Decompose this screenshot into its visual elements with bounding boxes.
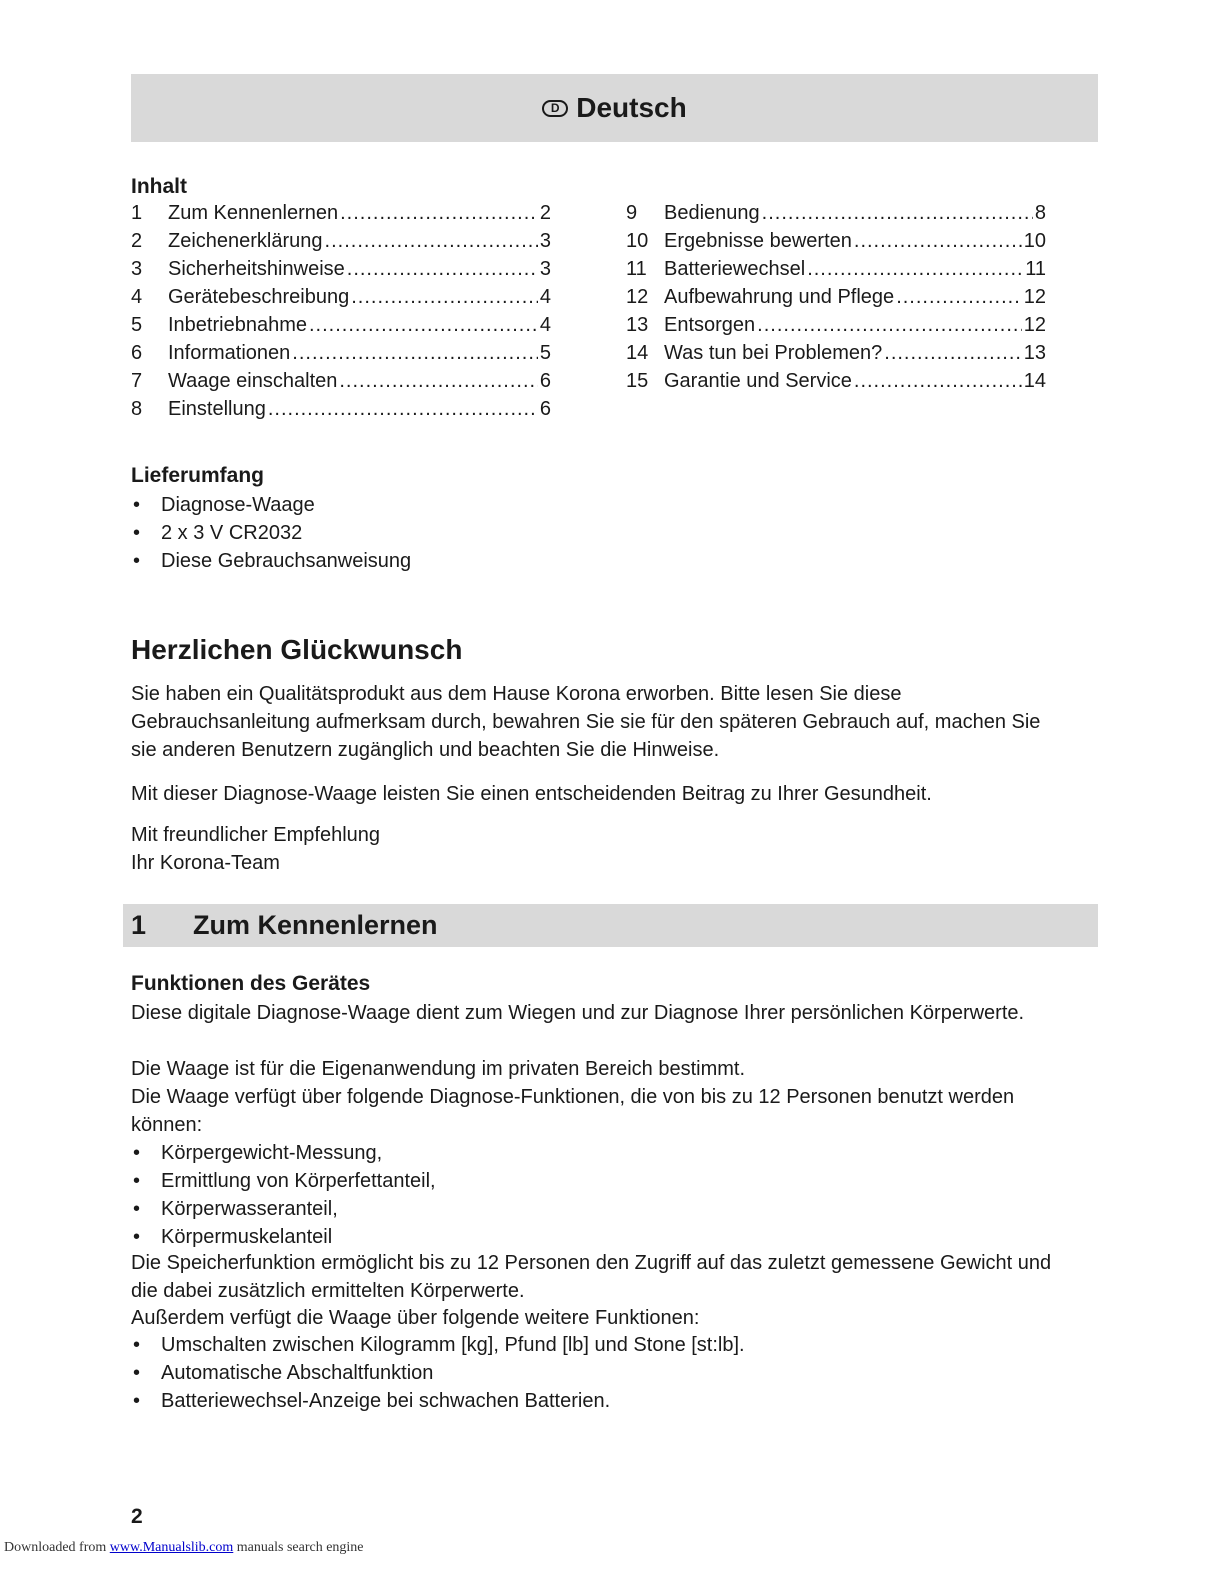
manualslib-link[interactable]: www.Manualslib.com xyxy=(109,1540,234,1555)
toc-leader xyxy=(325,230,538,253)
toc-entry-page: 12 xyxy=(1023,314,1046,336)
toc-entry-label: Informationen xyxy=(168,342,291,364)
toc-leader xyxy=(309,314,538,337)
list-item: • Diese Gebrauchsanweisung xyxy=(131,547,411,575)
toc-entry-number: 6 xyxy=(131,342,143,364)
toc-entry-page: 10 xyxy=(1023,230,1046,252)
toc-leader xyxy=(339,370,538,393)
signature-line: Mit freundlicher Empfehlung xyxy=(131,824,381,846)
congrats-paragraph: Sie haben ein Qualitätsprodukt aus dem Hause Korona erworben. Bitte lesen Sie diese Gebrauchsanleitung aufmerksam durch, bewahren Sie sie für den späteren Gebrauch auf, machen Sie sie anderen Benutzern zugänglich und beachten Sie die Hinweise. xyxy=(131,683,1041,761)
diagnose-functions-list xyxy=(131,1139,436,1251)
toc-leader xyxy=(884,342,1021,365)
toc-leader xyxy=(757,314,1022,337)
toc-entry[interactable] xyxy=(131,370,551,398)
language-badge: D xyxy=(542,100,568,117)
list-item: • Ermittlung von Körperfettanteil, xyxy=(131,1167,436,1195)
toc-entry-page: 6 xyxy=(539,398,551,420)
toc-entry[interactable] xyxy=(626,342,1046,370)
toc-entry[interactable] xyxy=(131,342,551,370)
toc-entry-page: 3 xyxy=(539,230,551,252)
toc-entry-page: 12 xyxy=(1023,286,1046,308)
toc-entry[interactable] xyxy=(626,314,1046,342)
toc-entry-number: 11 xyxy=(626,258,647,280)
section-title: Zum Kennenlernen xyxy=(193,910,438,940)
language-header xyxy=(131,74,1098,142)
list-item: • Körperwasseranteil, xyxy=(131,1195,436,1223)
toc-left-column xyxy=(131,202,551,426)
toc-entry[interactable] xyxy=(131,230,551,258)
toc-entry-label: Ergebnisse bewerten xyxy=(664,230,852,252)
toc-entry-number: 7 xyxy=(131,370,143,392)
toc-entry-number: 15 xyxy=(626,370,649,392)
toc-entry-label: Waage einschalten xyxy=(168,370,338,392)
download-footer xyxy=(4,1540,364,1556)
list-item: • Diagnose-Waage xyxy=(131,491,411,519)
toc-entry-page: 13 xyxy=(1023,342,1046,364)
toc-entry[interactable] xyxy=(131,314,551,342)
toc-leader xyxy=(854,230,1022,253)
footer-prefix: Downloaded from xyxy=(4,1540,110,1555)
toc-entry-label: Sicherheitshinweise xyxy=(168,258,345,280)
toc-entry[interactable] xyxy=(131,398,551,426)
toc-leader xyxy=(292,342,538,365)
toc-entry-label: Gerätebeschreibung xyxy=(168,286,350,308)
section-header xyxy=(123,904,1098,947)
toc-entry[interactable] xyxy=(626,202,1046,230)
delivery-list xyxy=(131,491,411,575)
toc-leader xyxy=(268,398,538,421)
toc-entry[interactable] xyxy=(626,370,1046,398)
toc-entry-number: 1 xyxy=(131,202,143,224)
toc-leader xyxy=(854,370,1022,393)
toc-entry-page: 2 xyxy=(539,202,551,224)
toc-leader xyxy=(340,202,538,225)
body-paragraph: Die Waage ist für die Eigenanwendung im privaten Bereich bestimmt. xyxy=(131,1058,746,1080)
footer-suffix: manuals search engine xyxy=(233,1540,364,1555)
toc-entry-label: Aufbewahrung und Pflege xyxy=(664,286,895,308)
toc-entry-page: 5 xyxy=(539,342,551,364)
toc-entry-number: 13 xyxy=(626,314,649,336)
toc-entry-page: 8 xyxy=(1034,202,1046,224)
toc-entry-page: 4 xyxy=(539,286,551,308)
list-item: • Körpergewicht-Messung, xyxy=(131,1139,436,1167)
toc-leader xyxy=(347,258,538,281)
toc-right-column xyxy=(626,202,1046,398)
toc-leader xyxy=(351,286,538,309)
signature-line: Ihr Korona-Team xyxy=(131,852,280,874)
toc-entry[interactable] xyxy=(131,286,551,314)
toc-entry[interactable] xyxy=(131,202,551,230)
toc-entry-label: Einstellung xyxy=(168,398,266,420)
congrats-title: Herzlichen Glückwunsch xyxy=(131,634,463,665)
toc-entry-label: Bedienung xyxy=(664,202,760,224)
congrats-paragraph: Mit dieser Diagnose-Waage leisten Sie einen entscheidenden Beitrag zu Ihrer Gesundheit. xyxy=(131,783,932,805)
toc-entry[interactable] xyxy=(626,286,1046,314)
toc-entry-page: 11 xyxy=(1025,258,1046,280)
toc-entry-label: Inbetriebnahme xyxy=(168,314,307,336)
toc-entry-number: 2 xyxy=(131,230,143,252)
list-item: • 2 x 3 V CR2032 xyxy=(131,519,411,547)
toc-entry-number: 14 xyxy=(626,342,649,364)
toc-entry[interactable] xyxy=(626,230,1046,258)
list-item: • Automatische Abschaltfunktion xyxy=(131,1359,745,1387)
list-item: • Umschalten zwischen Kilogramm [kg], Pfund [lb] und Stone [st:lb]. xyxy=(131,1331,745,1359)
page-number: 2 xyxy=(131,1505,143,1528)
toc-entry-number: 5 xyxy=(131,314,143,336)
delivery-title: Lieferumfang xyxy=(131,464,265,487)
section-number: 1 xyxy=(131,910,147,940)
toc-entry-label: Garantie und Service xyxy=(664,370,852,392)
toc-title: Inhalt xyxy=(131,175,187,198)
toc-entry-number: 3 xyxy=(131,258,143,280)
toc-entry-number: 10 xyxy=(626,230,649,252)
toc-entry-label: Entsorgen xyxy=(664,314,756,336)
body-paragraph: Die Waage verfügt über folgende Diagnose-Funktionen, die von bis zu 12 Personen benutzt werden können: xyxy=(131,1086,1015,1136)
toc-entry-number: 4 xyxy=(131,286,143,308)
toc-entry-page: 3 xyxy=(539,258,551,280)
subsection-title: Funktionen des Gerätes xyxy=(131,972,371,995)
toc-entry-number: 12 xyxy=(626,286,649,308)
toc-entry-page: 4 xyxy=(539,314,551,336)
list-item: • Batteriewechsel-Anzeige bei schwachen Batterien. xyxy=(131,1387,745,1415)
toc-entry-label: Zum Kennenlernen xyxy=(168,202,339,224)
toc-entry-number: 9 xyxy=(626,202,638,224)
toc-leader xyxy=(762,202,1033,225)
list-item: • Körpermuskelanteil xyxy=(131,1223,436,1251)
toc-leader xyxy=(896,286,1022,309)
body-paragraph: Außerdem verfügt die Waage über folgende weitere Funktionen: xyxy=(131,1307,700,1329)
toc-leader xyxy=(807,258,1023,281)
body-paragraph: Die Speicherfunktion ermöglicht bis zu 12 Personen den Zugriff auf das zuletzt gemessene Gewicht und die dabei zusätzlich ermittelten Körperwerte. xyxy=(131,1252,1052,1302)
toc-entry[interactable] xyxy=(131,258,551,286)
toc-entry-label: Zeichenerklärung xyxy=(168,230,323,252)
toc-entry-page: 14 xyxy=(1023,370,1046,392)
toc-entry-number: 8 xyxy=(131,398,143,420)
language-title: Deutsch xyxy=(576,92,687,123)
body-paragraph: Diese digitale Diagnose-Waage dient zum Wiegen und zur Diagnose Ihrer persönlichen Körperwerte. xyxy=(131,1002,1025,1024)
toc-entry-page: 6 xyxy=(539,370,551,392)
toc-entry-label: Was tun bei Problemen? xyxy=(664,342,883,364)
toc-entry[interactable] xyxy=(626,258,1046,286)
additional-functions-list xyxy=(131,1331,745,1415)
toc-entry-label: Batteriewechsel xyxy=(664,258,806,280)
